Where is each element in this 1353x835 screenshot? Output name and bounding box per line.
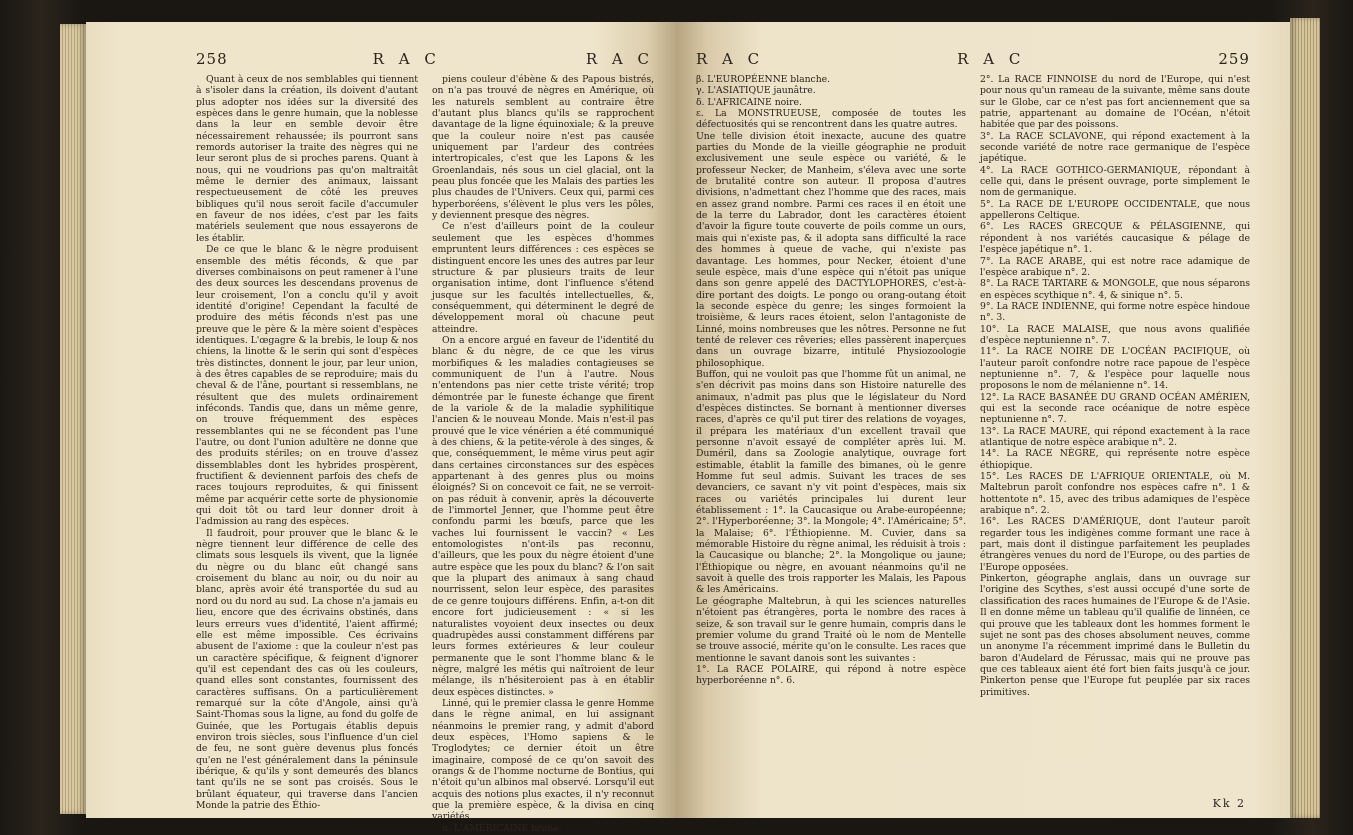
left-head-title-a: R A C: [372, 50, 441, 68]
paragraph: 15°. Les RACES DE L'AFRIQUE ORIENTALE, où M. Maltebrun paroît confondre nos espèces cafre n°. 1 & hottentote n°. 15, avec des tribus adamiques de l'espèce arabique n°. 2.: [980, 471, 1250, 517]
paragraph: De ce que le blanc & le nègre produisent ensemble des métis féconds, & que par diverses combinaisons on peut ramener à l'une des deux sources les descendans provenus de leur croisement, l'on a conclu qu'il y avoit identité d'origine! Cependant la faculté de produire des métis féconds n'est pas une preuve que le père & la mère soient d'espèces identiques. L'œgagre & la brebis, le loup & nos chiens, la linotte & le serin qui sont d'espèces très distinctes, donnent le jour, par leur union, à des êtres capables de se reproduire; mais du cheval & de l'âne, pourtant si ressemblans, ne résultent que des mulets ordinairement inféconds. Tandis que, dans un même genre, on trouve fréquemment des espèces ressemblantes qui ne se fécondent pas l'une l'autre, ou dont l'union adultère ne donne que des produits stériles; on en trouve d'assez dissemblables dont les hybrides prospèrent, fructifient & deviennent parfois des chefs de races toujours reproduites, & qui finissent même par acquérir cette sorte de physionomie qui doit tôt ou tard leur donner droit à l'admission au rang des espèces.: [196, 244, 418, 528]
paragraph: 8°. La RACE TARTARE & MONGOLE, que nous séparons en espèces scythique n°. 4, & sinique n°. 5.: [980, 278, 1250, 301]
left-head-title-b: R A C: [585, 50, 654, 68]
paragraph: 3°. La RACE SCLAVONE, qui répond exactement à la seconde variété de notre race germanique de l'espèce japétique.: [980, 130, 1250, 165]
paragraph: 5°. La RACE DE L'EUROPE OCCIDENTALE, que nous appellerons Celtique.: [980, 198, 1250, 222]
paragraph: Quant à ceux de nos semblables qui tiennent à s'isoler dans la création, ils doivent d'autant plus adopter nos idées sur la diversité des espèces dans le genre humain, que la noblesse dans la leur en semble devoir être nécessairement rehaussée; ils pourront sans remords autoriser la traite des nègres qui ne leur seront plus de si proches parens. Quant à nous, qui ne voudrions pas qu'on maltraitât même le dernier des animaux, laissant respectueusement de côté les preuves bibliques qu'il nous seroit facile d'accumuler en faveur de nos idées, c'est par les faits matériels seulement que nous essayerons de les établir.: [196, 74, 418, 244]
paragraph: Ce n'est d'ailleurs point de la couleur seulement que les espèces d'hommes empruntent leurs différences : ces espèces se distinguent encore les unes des autres par leur structure & par plusieurs traits de leur organisation intime, dont l'influence s'étend jusque sur les facultés intellectuelles, &, conséquemment, qui déterminent le degré de développement moral où chacune peut atteindre.: [432, 221, 654, 335]
paragraph: 16°. Les RACES D'AMÉRIQUE, dont l'auteur paroît regarder tous les indigènes comme formant une race à part, mais dont il distingue parfaitement les peuplades étrangères venues du nord de l'Europe, ou des parties de l'Europe opposées.: [980, 516, 1250, 573]
signature-mark: Kk 2: [1212, 797, 1246, 810]
paragraph: ε. La MONSTRUEUSE, composée de toutes les défectuosités qui se rencontrent dans les quatre autres.: [696, 108, 966, 131]
paragraph: Il faudroit, pour prouver que le blanc & le nègre tiennent leur différence de celle des climats sous lesquels ils vivent, que la lignée du nègre ou du blanc eût changé sans croisement du blanc au noir, ou du noir au blanc, après avoir été transportée du sud au nord ou du nord au sud. La chose n'a jamais eu lieu, encore que des écrivains obstinés, dans leurs erreurs vues d'identité, l'aient affirmé; elle est même impossible. Ces écrivains abusent de l'axiome : que la couleur n'est pas un caractère spécifique, & feignent d'ignorer qu'il est cependant des cas où les couleurs, quand elles sont constantes, fournissent des caractères suffisans. On a particulièrement remarqué sur la côte d'Angole, ainsi qu'à Saint-Thomas sous la ligne, au fond du golfe de Guinée, que les Portugais établis depuis environ trois siècles, sous l'influence d'un ciel de feu, ne sont guère devenus plus foncés qu'en ne l'est généralement dans la péninsule ibérique, & qu'ils y sont demeurés des blancs tant qu'ils ne se sont pas croisés. Sous le brûlant équateur, qui traverse dans l'ancien Monde la patrie des Éthio-: [196, 527, 418, 811]
left-page: [86, 22, 676, 834]
paragraph: Une telle division étoit inexacte, aucune des quatre parties du Monde de la vieille géographie ne produit exclusivement une seule espèce ou variété, & le professeur Necker, de Manheim, s'éleva avec une sorte de brutalité contre son auteur. Il proposa d'autres divisions, n'admettant chez l'homme que des races, mais en assez grand nombre. Parmi ces races il en étoit une de la terre du Labrador, dont les caractères étoient d'avoir la figure toute couverte de poils comme un ours, mais qui n'existe pas, & il adopta sans difficulté la race des hommes à queue de vache, qui n'existe pas davantage. Les hommes, pour Necker, étoient d'une seule espèce, mais d'une espèce qui n'étoit pas unique dans son genre appelé des DACTYLOPHORES, c'est-à-dire portant des doigts. Le pongo ou orang-outang étoit la seconde espèce du genre; les singes formoient la troisième, & leurs races étoient, selon l'antagoniste de Linné, moins nombreuses que les nôtres. Personne ne fut tenté de relever ces rêveries; elles passèrent inaperçues dans un ouvrage bizarre, intitulé Physiozoologie philosophique.: [696, 130, 966, 369]
left-page-column-1: [196, 74, 418, 811]
paragraph: γ. L'ASIATIQUE jaunâtre.: [696, 85, 816, 97]
paragraph: 9°. La RACE INDIENNE, qui forme notre espèce hindoue n°. 3.: [980, 300, 1250, 324]
paragraph: 7°. La RACE ARABE, qui est notre race adamique de l'espèce arabique n°. 2.: [980, 255, 1250, 278]
right-page-number: 259: [1218, 50, 1250, 68]
paragraph: 13°. La RACE MAURE, qui répond exactement à la race atlantique de notre espèce arabique n°. 2.: [980, 425, 1250, 448]
left-running-head: [196, 50, 654, 68]
right-page-column-2: [980, 74, 1250, 794]
left-page-edges: [60, 24, 86, 814]
paragraph: 2°. La RACE FINNOISE du nord de l'Europe, qui n'est pour nous qu'un rameau de la suivante, même sans doute sur le Globe, car ce n'est pas fort anciennement que sa patrie, appartenant au domaine de l'Océan, n'étoit habitée que par des poissons.: [980, 74, 1250, 131]
paragraph: 11°. La RACE NOIRE DE L'OCÉAN PACIFIQUE, où l'auteur paroît confondre notre race papoue de l'espèce neptunienne n°. 7, & l'espèce pour laquelle nous proposons le nom de mélanienne n°. 14.: [980, 346, 1250, 392]
right-running-head: [696, 50, 1250, 68]
left-page-column-2: [432, 74, 654, 834]
paragraph: Linné, qui le premier classa le genre Homme dans le règne animal, en lui assignant néanmoins le premier rang, y admit d'abord deux espèces, l'Homo sapiens & le Troglodytes; ce dernier étoit un être imaginaire, composé de ce qu'on savoit des orangs & de l'homme nocturne de Bontius, qui n'étoit qu'un albinos mal observé. Lorsqu'il eut acquis des notions plus exactes, il n'y reconnut que la première espèce, & la divisa en cinq variétés,: [432, 697, 654, 823]
paragraph: 1°. La RACE POLAIRE, qui répond à notre espèce hyperboréenne n°. 6.: [696, 663, 966, 687]
paragraph: Pinkerton, géographe anglais, dans un ouvrage sur l'origine des Scythes, s'est aussi occupé d'une sorte de classification des races humaines de l'Europe & de l'Asie. Il en donne même un tableau qu'il qualifie de linnéen, ce qui prouve que les tableaux dont les hommes forment le sujet ne sont pas des choses absolument neuves, comme un anonyme l'a récemment imprimé dans le Bulletin du baron d'Audelard de Férussac, mais qui ne prouve pas que ces tableaux aient été fort bien faits jusqu'à ce jour. Pinkerton pense que l'Europe fut peuplée par six races primitives.: [980, 573, 1250, 698]
right-head-title-a: R A C: [696, 50, 765, 68]
paragraph: 6°. Les RACES GRECQUE & PÉLASGIENNE, qui répondent à nos variétés caucasique & pélage de l'espèce japétique n°. 1.: [980, 221, 1250, 256]
paragraph: 4°. La RACE GOTHICO-GERMANIQUE, répondant à celle qui, dans le présent ouvrage, porte simplement le nom de germanique.: [980, 164, 1250, 199]
paragraph: 10°. La RACE MALAISE, que nous avons qualifiée d'espèce neptunienne n°. 7.: [980, 323, 1250, 346]
paragraph: 12°. La RACE BASANÉE DU GRAND OCÉAN AMÉRIEN, qui est la seconde race océanique de notre espèce neptunienne n°. 7.: [980, 391, 1250, 426]
right-page-edges: [1290, 18, 1320, 818]
paragraph: α. L'AMÉRICAINE brune.: [442, 822, 562, 834]
paragraph: Buffon, qui ne vouloit pas que l'homme fût un animal, ne s'en décrivit pas moins dans son Histoire naturelle des animaux, n'admit pas plus que le législateur du Nord d'espèces distinctes. Se bornant à mentionner diverses races, d'après ce qu'il put tirer des relations de voyages, il prépara les matériaux d'un excellent travail que personne n'avoit essayé de compléter après lui. M. Duméril, dans sa Zoologie analytique, ouvrage fort estimable, établit la famille des bimanes, où le genre Homme fut seul admis. Suivant les traces de ses devanciers, ce savant n'y vit point d'espèces, mais six races ou variétés principales lui durent leur établissement : 1°. la Caucasique ou Arabe-européenne; 2°. l'Hyperboréenne; 3°. la Mongole; 4°. l'Américaine; 5°. la Malaise; 6°. l'Éthiopienne. M. Cuvier, dans sa mémorable Histoire du règne animal, les réduisit à trois : la Caucasique ou blanche; 2°. la Mongolique ou jaune; l'Éthiopique ou nègre, en avouant néanmoins qu'il ne savoit à quelle des trois rapporter les Malais, les Papous & les Américains.: [696, 368, 966, 596]
paragraph: δ. L'AFRICAINE noire.: [696, 96, 802, 108]
paragraph: piens couleur d'ébène & des Papous bistrés, on n'a pas trouvé de nègres en Amérique, où les naturels semblent au contraire être d'autant plus blancs qu'ils se rapprochent davantage de la ligne équinoxiale; & la preuve que la couleur noire n'est pas causée uniquement par l'ardeur des contrées intertropicales, c'est que les Lapons & les Groenlandais, nés sous un ciel glacial, ont la peau plus foncée que les Malais des parties les plus chaudes de l'Univers. Ceux qui, parmi ces hyperboréens, s'élèvent le plus vers les pôles, y deviennent presque des nègres.: [432, 74, 654, 222]
paragraph: 14°. La RACE NÈGRE, qui représente notre espèce éthiopique.: [980, 448, 1250, 471]
right-page: [676, 22, 1290, 818]
left-page-number: 258: [196, 50, 228, 68]
paragraph: Le géographe Maltebrun, à qui les sciences naturelles n'étoient pas étrangères, porta le nombre des races à seize, & son travail sur le genre humain, compris dans le premier volume du grand Traité où le nom de Mentelle se trouve associé, mérite qu'on le consulte. Les races que mentionne le savant danois sont les suivantes :: [696, 595, 966, 664]
paragraph: On a encore argué en faveur de l'identité du blanc & du nègre, de ce que les virus morbifiques & les maladies contagieuses se communiquent de l'un à l'autre. Nous n'entendons pas nier cette triste vérité; trop démontrée par le funeste échange que firent de la variole & de la maladie syphilitique l'ancien & le nouveau Monde. Mais n'est-il pas prouvé que le vice vénérien a été communiqué à des chiens, & la petite-vérole à des singes, & que, conséquemment, le même virus peut agir dans certaines circonstances sur des espèces appartenant à des genres plus ou moins éloignés? Si on concevoit ce fait, ne se verroit-on pas réduit à convenir, après la découverte de l'immortel Jenner, que l'homme peut être confondu parmi les bœufs, parce que les vaches lui fournissent le vaccin? « Les entomologistes n'ont-ils pas reconnu, d'ailleurs, que les poux du nègre étoient d'une autre espèce que les poux du blanc? & l'on sait que la plupart des animaux à sang chaud nourrissent, selon leur espèce, des parasites de ce genre toujours différens. Enfin, a-t-on dit encore fort judicieusement : « si les naturalistes voyoient deux insectes ou deux quadrupèdes aussi constamment différens par leurs formes extérieures & leur couleur permanente que le sont l'homme blanc & le nègre, malgré les métis qui naîtroient de leur mélange, ils n'hésiteroient pas à en établir deux espèces distinctes. »: [432, 334, 654, 698]
right-page-column-1: [696, 74, 966, 794]
paragraph: β. L'EUROPÉENNE blanche.: [696, 74, 831, 85]
right-head-title-b: R A C: [957, 50, 1026, 68]
